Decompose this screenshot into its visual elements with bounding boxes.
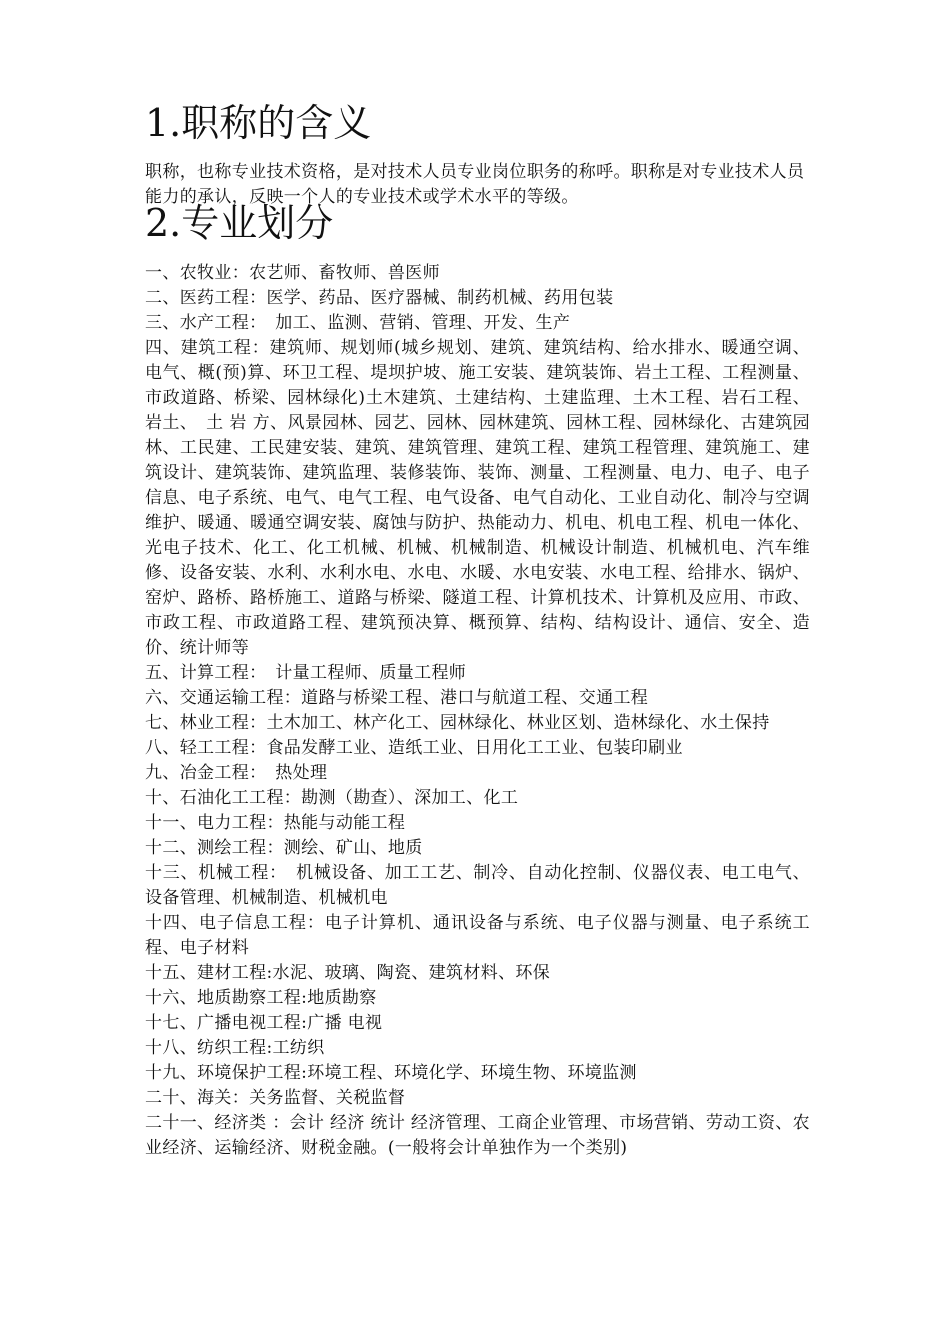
section-1-title: 1.职称的含义 [145,101,372,145]
section-1-body: 职称，也称专业技术资格，是对技术人员专业岗位职务的称呼。职称是对专业技术人员能力的承认，反映一个人的专业技术或学术水平的等级。 [145,162,805,207]
list-item: 十、石油化工工程：勘测（勘查）、深加工、化工 [145,788,519,808]
list-item: 五、计算工程： 计量工程师、质量工程师 [145,663,467,683]
list-item: 十九、环境保护工程:环境工程、环境化学、环境生物、环境监测 [145,1063,637,1083]
list-item: 十四、电子信息工程：电子计算机、通讯设备与系统、电子仪器与测量、电子系统工程、电子材料 [145,913,810,958]
list-item: 十七、广播电视工程:广播 电视 [145,1013,383,1033]
list-item: 七、林业工程：土木加工、林产化工、园林绿化、林业区划、造林绿化、水土保持 [145,713,770,733]
section-2-title: 2.专业划分 [145,201,334,245]
list-item: 十二、测绘工程：测绘、矿山、地质 [145,838,423,858]
list-item: 十五、建材工程:水泥、玻璃、陶瓷、建筑材料、环保 [145,963,551,983]
list-item: 十一、电力工程：热能与动能工程 [145,813,406,833]
specialty-list [145,261,810,1161]
list-item: 十八、纺织工程:工纺织 [145,1038,325,1058]
list-item: 十六、地质勘察工程:地质勘察 [145,988,377,1008]
list-item: 二十一、经济类 ：会计 经济 统计 经济管理、工商企业管理、市场营销、劳动工资、农业经济、运输经济、财税金融。(一般将会计单独作为一个类别) [145,1113,810,1158]
list-item: 三、水产工程： 加工、监测、营销、管理、开发、生产 [145,313,571,333]
list-item: 二、医药工程：医学、药品、医疗器械、制药机械、药用包装 [145,288,614,308]
list-item: 九、冶金工程： 热处理 [145,763,328,783]
list-item: 二十、海关：关务监督、关税监督 [145,1088,406,1108]
list-item: 四、建筑工程：建筑师、规划师(城乡规划、建筑、建筑结构、给水排水、暖通空调、电气、概(预)算、环卫工程、堤坝护坡、施工安装、建筑装饰、岩土工程、工程测量、市政道路、桥梁、园林绿化)土木建筑、土建结构、土建监理、土木工程、岩石工程、岩土、 土 岩 方、风景园林、园艺、园林、园林建筑、园林工程、园林绿化、古建筑园林、工民建、工民建安装、建筑、建筑管理、建筑工程、建筑工程管理、建筑施工、建筑设计、建筑装饰、建筑监理、装修装饰、装饰、测量、工程测量、电力、电子、电子信息、电子系统、电气、电气工程、电气设备、电气自动化、工业自动化、制冷与空调维护、暖通、暖通空调安装、腐蚀与防护、热能动力、机电、机电工程、机电一体化、光电子技术、化工、化工机械、机械、机械制造、机械设计制造、机械机电、汽车维修、设备安装、水利、水利水电、水电、水暖、水电安装、水电工程、给排水、锅炉、窑炉、路桥、路桥施工、道路与桥梁、隧道工程、计算机技术、计算机及应用、市政、市政工程、市政道路工程、建筑预决算、概预算、结构、结构设计、通信、安全、造价、统计师等 [145,338,810,658]
list-item: 一、农牧业：农艺师、畜牧师、兽医师 [145,263,440,283]
list-item: 十三、机械工程： 机械设备、加工工艺、制冷、自动化控制、仪器仪表、电工电气、设备管理、机械制造、机械机电 [145,863,810,908]
list-item: 六、交通运输工程：道路与桥梁工程、港口与航道工程、交通工程 [145,688,649,708]
list-item: 八、轻工工程：食品发酵工业、造纸工业、日用化工工业、包装印刷业 [145,738,683,758]
